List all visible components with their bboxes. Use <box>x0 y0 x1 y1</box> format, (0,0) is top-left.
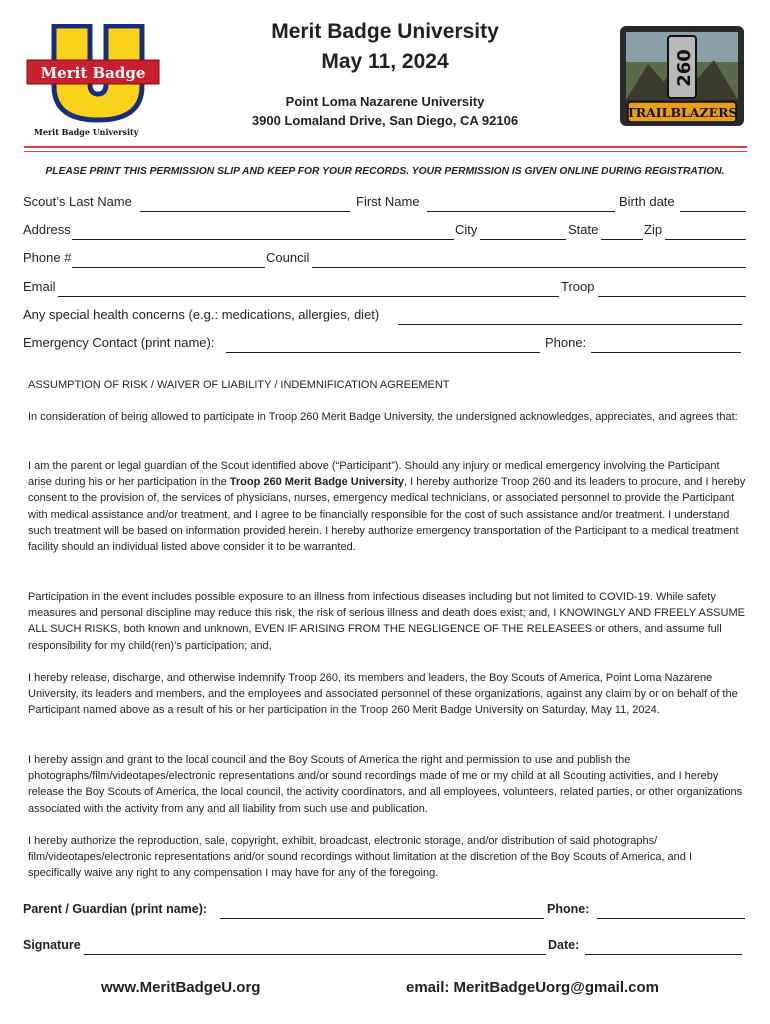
emergency-phone-label: Phone: <box>545 335 587 350</box>
header-divider-thin <box>24 151 747 152</box>
print-notice: PLEASE PRINT THIS PERMISSION SLIP AND KEEP FOR YOUR RECORDS. YOUR PERMISSION IS GIVEN ONLINE DURING REGISTRATION. <box>45 166 725 177</box>
agreement-paragraph-2: Participation in the event includes possible exposure to an illness from infectious diseases including but not limited to COVID-19. While safety measures and personal discipline may reduce this risk, the risk of serious illness and death does exist; and, I KNOWINGLY AND FREELY ASSUME ALL SUCH RISKS, both known and unknown, EVEN IF ARISING FROM THE NEGLIGENCE OF THE RELEASEES or others, and assume full responsibility for my child(ren)’s participation; and, <box>28 591 745 652</box>
website-link[interactable]: www.MeritBadgeU.org <box>101 979 261 996</box>
agreement-heading: ASSUMPTION OF RISK / WAIVER OF LIABILITY / INDEMNIFICATION AGREEMENT <box>28 379 450 391</box>
emergency-phone-field[interactable] <box>591 352 741 353</box>
parent-phone-label: Phone: <box>547 902 590 916</box>
venue-name: Point Loma Nazarene University <box>285 94 485 109</box>
page-title: Merit Badge University <box>271 20 499 43</box>
logo-troop-number: 260 <box>674 49 695 87</box>
council-field[interactable] <box>312 267 746 268</box>
parent-phone-field[interactable] <box>597 918 745 919</box>
birth-date-field[interactable] <box>680 211 746 212</box>
zip-label: Zip <box>644 222 663 237</box>
state-label: State <box>568 222 599 237</box>
contact-email-link[interactable]: email: MeritBadgeUorg@gmail.com <box>406 979 660 996</box>
email-label: Email <box>23 279 56 294</box>
health-concerns-label: Any special health concerns (e.g.: medications, allergies, diet) <box>23 307 380 322</box>
parent-guardian-field[interactable] <box>220 918 544 919</box>
birth-date-label: Birth date <box>619 194 675 209</box>
parent-guardian-label: Parent / Guardian (print name): <box>23 902 208 916</box>
event-name-bold: Troop 260 Merit Badge University <box>229 476 404 489</box>
first-name-field[interactable] <box>427 211 615 212</box>
signature-label: Signature <box>23 938 81 952</box>
logo-banner-text: Merit Badge <box>40 64 146 82</box>
date-field[interactable] <box>585 954 742 955</box>
last-name-field[interactable] <box>140 211 350 212</box>
health-concerns-field[interactable] <box>398 324 742 325</box>
email-field[interactable] <box>58 296 559 297</box>
event-date: May 11, 2024 <box>321 50 449 73</box>
phone-field[interactable] <box>72 267 265 268</box>
phone-label: Phone # <box>23 250 72 265</box>
header-divider <box>24 146 747 148</box>
address-label: Address <box>23 222 71 237</box>
agreement-paragraph-5: I hereby authorize the reproduction, sale, copyright, exhibit, broadcast, electronic storage, and/or distribution of said photographs/ film/videotapes/electronic representations and/or sound recordings without limitation at the discretion of the Boy Scouts of America, and I specifically waive any right to any compensation I may have for any of the foregoing. <box>28 835 693 880</box>
agreement-paragraph-1: I am the parent or legal guardian of the Scout identified above (“Participant”). Should any injury or medical emergency involving the Participant arise during his or her participation in the Troop 260 Merit Badge University, I hereby authorize Troop 260 and its leaders to procure, and I hereby consent to the provision of, the services of physicians, nurses, emergency medical technicians, or associated personnel to provide the Participant with medical assistance and/or treatment, and I agree to be financially responsible for the cost of such assistance and/or treatment. I understand such treatment will be based on information provided herein. I hereby authorize emergency transportation of the Participant to a medical treatment facility should an individual listed above consider it to be warranted. <box>28 460 746 554</box>
city-field[interactable] <box>480 239 566 240</box>
last-name-label: Scout’s Last Name <box>23 194 132 209</box>
emergency-contact-field[interactable] <box>226 352 540 353</box>
troop-label: Troop <box>561 279 595 294</box>
agreement-paragraph-3: I hereby release, discharge, and otherwise indemnify Troop 260, its members and leaders, the Boy Scouts of America, Point Loma Nazarene University, its leaders and members, and the employees and associated personnel of these organizations, against any claim by or on behalf of the Participant named above as a result of his or her participation in the Troop 260 Merit Badge University on Saturday, May 11, 2024. <box>28 672 738 717</box>
address-field[interactable] <box>72 239 454 240</box>
logo-banner-text: TRAILBLAZERS <box>626 105 738 120</box>
signature-field[interactable] <box>84 954 546 955</box>
state-field[interactable] <box>601 239 643 240</box>
emergency-contact-label: Emergency Contact (print name): <box>23 335 215 350</box>
agreement-intro: In consideration of being allowed to participate in Troop 260 Merit Badge University, the undersigned acknowledges, appreciates, and agrees that: <box>28 411 738 423</box>
date-label: Date: <box>548 938 580 952</box>
zip-field[interactable] <box>665 239 746 240</box>
council-label: Council <box>266 250 310 265</box>
venue-address: 3900 Lomaland Drive, San Diego, CA 92106 <box>251 113 519 128</box>
city-label: City <box>455 222 478 237</box>
logo-caption: Merit Badge University <box>34 127 139 137</box>
agreement-paragraph-4: I hereby assign and grant to the local council and the Boy Scouts of America the right and permission to use and publish the photographs/film/videotapes/electronic representations and/or sound recordings made of me or my child at all Scouting activities, and I hereby release the Boy Scouts of America, the local council, the activity coordinators, and all employees, volunteers, related parties, or other organizations associated with the activity from any and all liability from such use and publication. <box>28 754 743 815</box>
troop-field[interactable] <box>598 296 746 297</box>
first-name-label: First Name <box>356 194 420 209</box>
